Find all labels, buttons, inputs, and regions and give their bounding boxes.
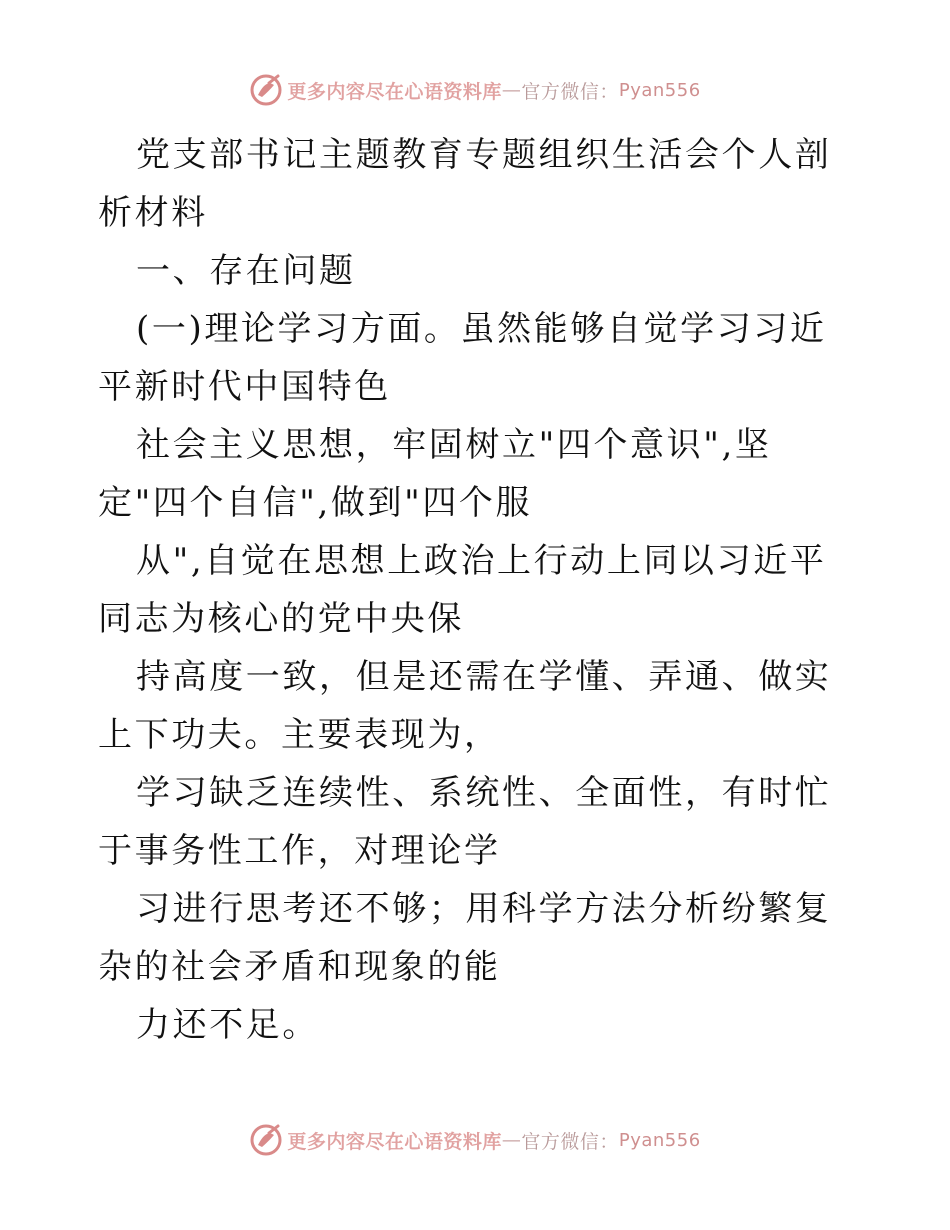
watermark-dash: — [501,1129,522,1151]
paragraph: 习进行思考还不够；用科学方法分析纷繁复杂的社会矛盾和现象的能 [98,889,832,987]
document-body [98,126,858,1054]
seal-logo-icon [249,73,283,107]
paragraph: 社会主义思想，牢固树立"四个意识",坚定"四个自信",做到"四个服 [98,425,772,523]
watermark-main-text: 更多内容尽在心语资料库 [287,1130,502,1153]
section-heading: 一、存在问题 [136,251,356,291]
document-title: 党支部书记主题教育专题组织生活会个人剖析材料 [98,135,832,233]
header-watermark [0,70,950,110]
footer-watermark [0,1120,950,1160]
paragraph: 学习缺乏连续性、系统性、全面性，有时忙于事务性工作，对理论学 [98,773,832,871]
watermark-dash: — [501,79,522,101]
seal-logo-icon [249,1123,283,1157]
watermark-official-label: 官方微信： [521,1130,619,1153]
paragraph: 力还不足。 [136,1005,319,1045]
watermark-wechat-id: Pyan556 [618,1129,701,1151]
paragraph: 持高度一致，但是还需在学懂、弄通、做实上下功夫。主要表现为， [98,657,832,755]
paragraph: (一)理论学习方面。虽然能够自觉学习习近平新时代中国特色 [98,309,827,407]
watermark-wechat-id: Pyan556 [618,79,701,101]
watermark-main-text: 更多内容尽在心语资料库 [287,80,502,103]
paragraph: 从",自觉在思想上政治上行动上同以习近平同志为核心的党中央保 [98,541,827,639]
watermark-official-label: 官方微信： [521,80,619,103]
